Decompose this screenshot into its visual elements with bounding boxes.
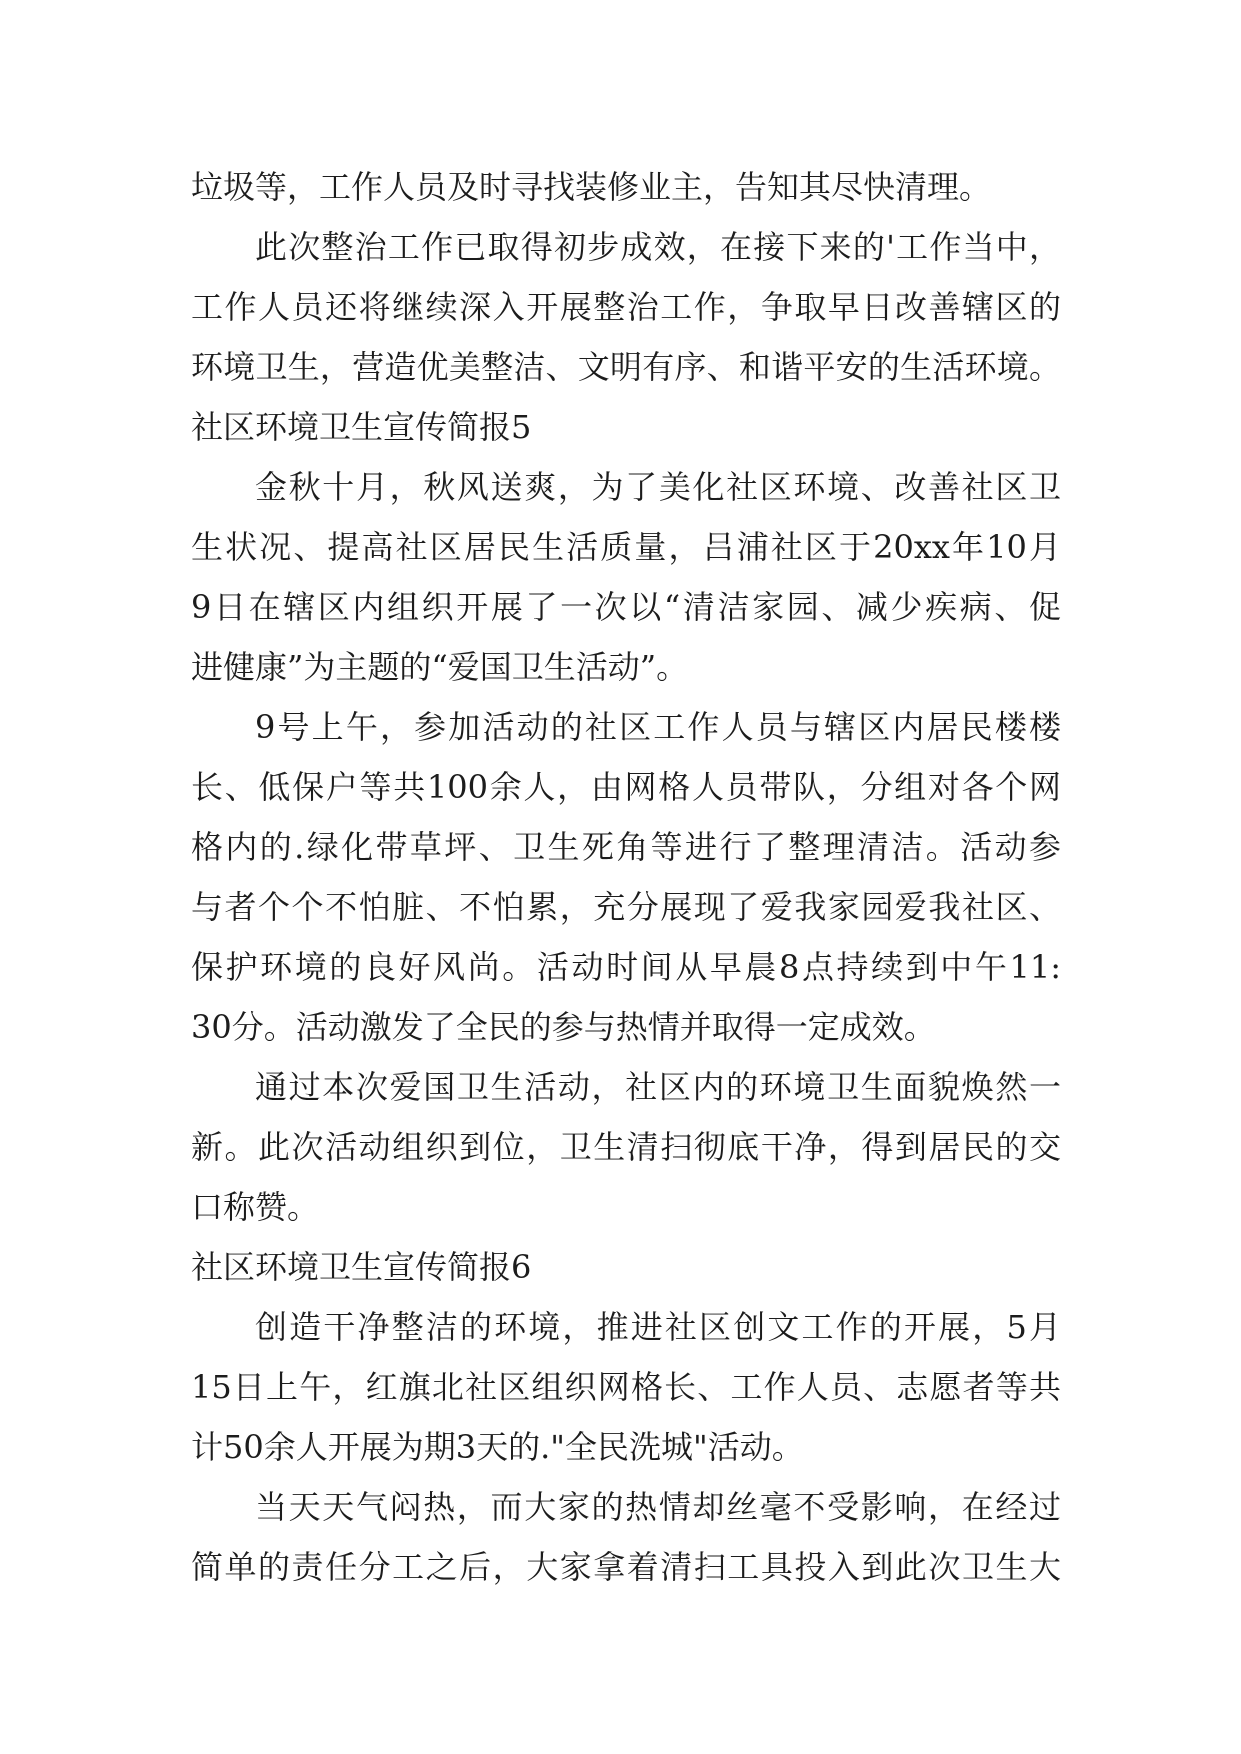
text-line: 工作人员还将继续深入开展整治工作，争取早日改善辖区的 bbox=[191, 288, 1061, 326]
text-line: 与者个个不怕脏、不怕累，充分展现了爱我家园爱我社区、 bbox=[191, 888, 1061, 926]
section-heading: 社区环境卫生宣传简报5 bbox=[191, 408, 532, 446]
text-line: 进健康”为主题的“爱国卫生活动”。 bbox=[191, 648, 689, 686]
text-line: 30分。活动激发了全民的参与热情并取得一定成效。 bbox=[191, 1008, 936, 1046]
text-line: 金秋十月，秋风送爽，为了美化社区环境、改善社区卫 bbox=[255, 468, 1061, 506]
text-line: 环境卫生，营造优美整洁、文明有序、和谐平安的生活环境。 bbox=[191, 348, 1061, 386]
text-line: 口称赞。 bbox=[191, 1188, 320, 1226]
text-line: 计50余人开展为期3天的."全民洗城"活动。 bbox=[191, 1428, 804, 1466]
text-line: 长、低保户等共100余人，由网格人员带队，分组对各个网 bbox=[191, 768, 1061, 806]
text-line: 垃圾等，工作人员及时寻找装修业主，告知其尽快清理。 bbox=[191, 168, 992, 206]
text-line: 保护环境的良好风尚。活动时间从早晨8点持续到中午11: bbox=[191, 948, 1061, 986]
text-line: 通过本次爱国卫生活动，社区内的环境卫生面貌焕然一 bbox=[255, 1068, 1061, 1106]
section-heading: 社区环境卫生宣传简报6 bbox=[191, 1248, 532, 1286]
text-line: 9号上午，参加活动的社区工作人员与辖区内居民楼楼 bbox=[255, 708, 1061, 746]
text-line: 15日上午，红旗北社区组织网格长、工作人员、志愿者等共 bbox=[191, 1368, 1061, 1406]
text-line: 此次整治工作已取得初步成效，在接下来的'工作当中， bbox=[255, 228, 1061, 266]
text-line: 9日在辖区内组织开展了一次以“清洁家园、减少疾病、促 bbox=[191, 588, 1061, 626]
text-line: 新。此次活动组织到位，卫生清扫彻底干净，得到居民的交 bbox=[191, 1128, 1061, 1166]
text-line: 创造干净整洁的环境，推进社区创文工作的开展，5月 bbox=[255, 1308, 1061, 1346]
text-line: 简单的责任分工之后，大家拿着清扫工具投入到此次卫生大 bbox=[191, 1548, 1061, 1586]
text-line: 当天天气闷热，而大家的热情却丝毫不受影响，在经过 bbox=[255, 1488, 1061, 1526]
text-line: 格内的.绿化带草坪、卫生死角等进行了整理清洁。活动参 bbox=[191, 828, 1061, 866]
document-body bbox=[191, 157, 1061, 1597]
text-line: 生状况、提高社区居民生活质量，吕浦社区于20xx年10月 bbox=[191, 528, 1061, 566]
